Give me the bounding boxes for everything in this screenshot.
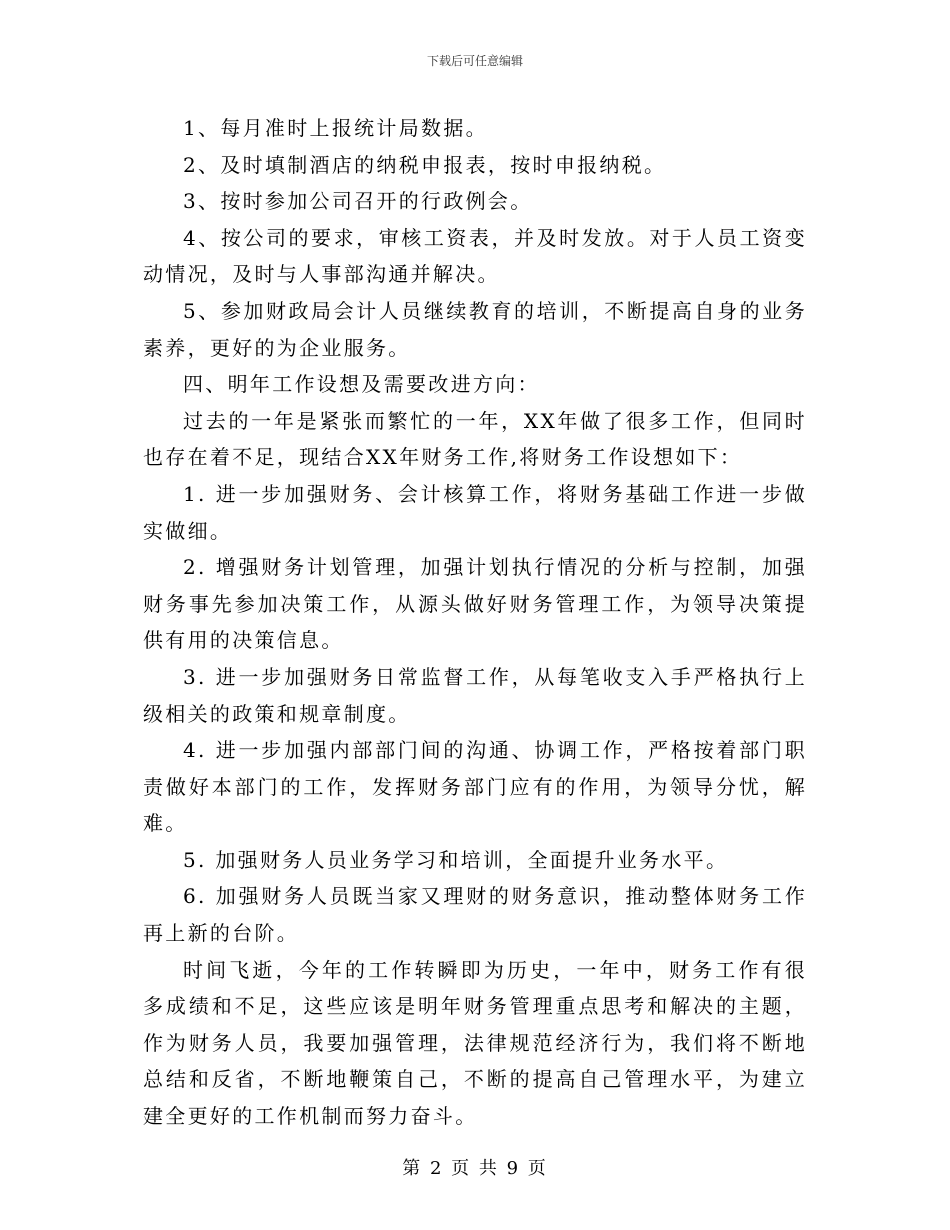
paragraph: 4、按公司的要求，审核工资表，并及时发放。对于人员工资变动情况，及时与人事部沟通并解决。	[143, 225, 807, 287]
page-number: 第 2 页 共 9 页	[402, 1158, 548, 1179]
paragraph: 2. 增强财务计划管理，加强计划执行情况的分析与控制，加强财务事先参加决策工作，从源头做好财务管理工作，为领导决策提供有用的决策信息。	[143, 555, 807, 653]
paragraph: 6. 加强财务人员既当家又理财的财务意识，推动整体财务工作再上新的台阶。	[143, 884, 807, 946]
paragraph: 3. 进一步加强财务日常监督工作，从每笔收支入手严格执行上级相关的政策和规章制度。	[143, 664, 807, 726]
section-heading: 四、明年工作设想及需要改进方向：	[183, 372, 540, 397]
paragraph: 5. 加强财务人员业务学习和培训，全面提升业务水平。	[183, 847, 729, 872]
document-body	[143, 110, 807, 1135]
paragraph: 1. 进一步加强财务、会计核算工作，将财务基础工作进一步做实做细。	[143, 481, 807, 543]
paragraph: 1、每月准时上报统计局数据。	[183, 116, 488, 140]
paragraph: 2、及时填制酒店的纳税申报表，按时申报纳税。	[183, 152, 667, 177]
header-note: 下载后可任意编辑	[426, 54, 523, 68]
paragraph: 过去的一年是紧张而繁忙的一年，XX年做了很多工作，但同时也存在着不足，现结合XX年财务工作,将财务工作设想如下：	[143, 408, 807, 470]
paragraph: 4. 进一步加强内部部门间的沟通、协调工作，严格按着部门职责做好本部门的工作，发挥财务部门应有的作用，为领导分忧，解难。	[143, 738, 807, 836]
paragraph: 5、参加财政局会计人员继续教育的培训，不断提高自身的业务素养，更好的为企业服务。	[143, 298, 807, 360]
closing-paragraph: 时间飞逝，今年的工作转瞬即为历史，一年中，财务工作有很多成绩和不足，这些应该是明年财务管理重点思考和解决的主题，作为财务人员，我要加强管理，法律规范经济行为，我们将不断地总结和反省，不断地鞭策自己，不断的提高自己管理水平，为建立建全更好的工作机制而努力奋斗。	[143, 957, 807, 1129]
paragraph: 3、按时参加公司召开的行政例会。	[183, 189, 533, 214]
